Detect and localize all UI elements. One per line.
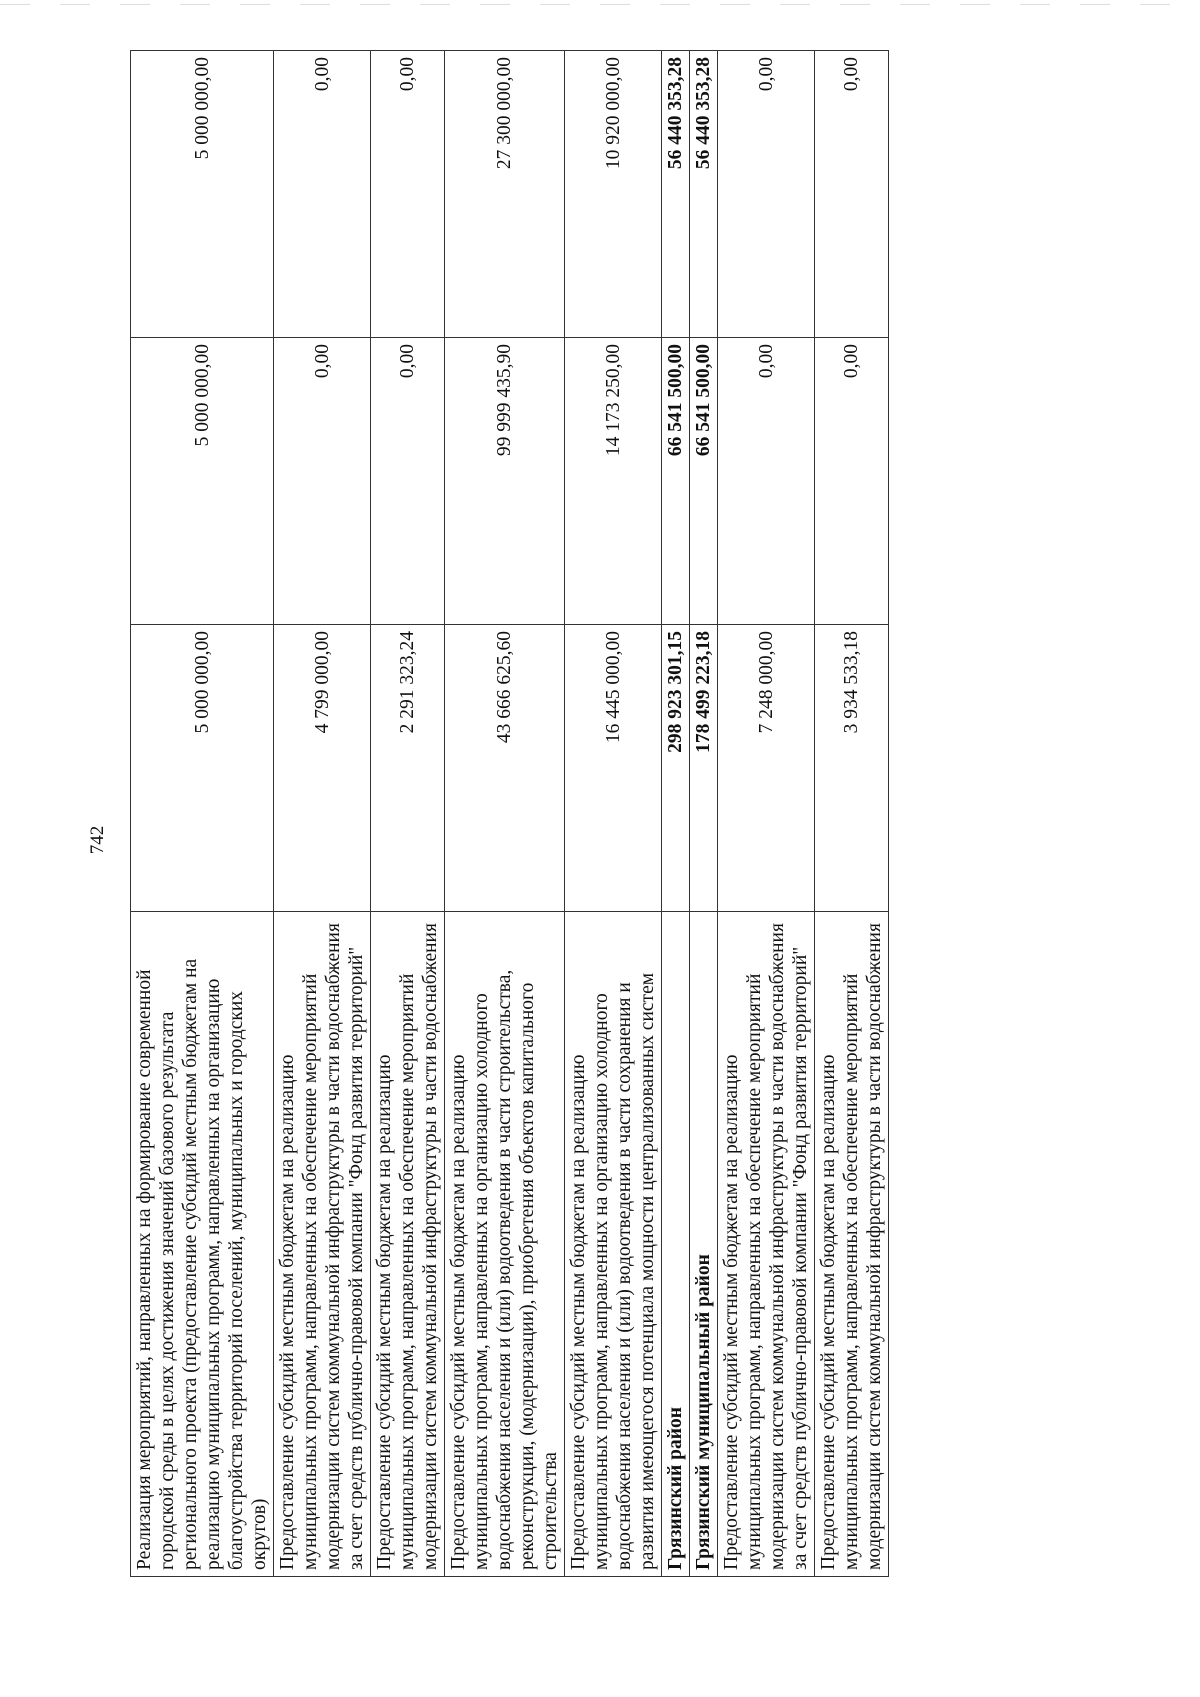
table-row (445, 51, 565, 1577)
row-amount-2: 66 541 500,00 (690, 338, 718, 625)
row-amount-2: 0,00 (371, 338, 445, 625)
row-amount-2: 66 541 500,00 (662, 338, 690, 625)
table-row-subtotal (690, 51, 718, 1577)
row-amount-1: 4 799 000,00 (274, 625, 371, 912)
table-row (815, 51, 889, 1577)
row-amount-1: 178 499 223,18 (690, 625, 718, 912)
table-row (131, 51, 274, 1577)
table-row (274, 51, 371, 1577)
row-description: Реализация мероприятий, направленных на формирование современной городской среды в целях достижения значений базового результата регионального проекта (предоставление субсидий местным бюджетам на реализацию муниципальных программ, направленных на организацию благоустройства территорий поселений, муниципальных и городских округов) (131, 912, 274, 1577)
row-amount-3: 56 440 353,28 (662, 51, 690, 338)
row-amount-3: 5 000 000,00 (131, 51, 274, 338)
row-amount-2: 0,00 (815, 338, 889, 625)
row-amount-3: 56 440 353,28 (690, 51, 718, 338)
row-description: Грязинский муниципальный район (690, 912, 718, 1577)
row-amount-2: 5 000 000,00 (131, 338, 274, 625)
budget-table (130, 50, 889, 1577)
row-description: Предоставление субсидий местным бюджетам на реализацию муниципальных программ, направленных на обеспечение мероприятий модернизации систем коммунальной инфраструктуры в части водоснабжения за счет средств публично-правовой компании "Фонд развития территорий" (274, 912, 371, 1577)
budget-table-body (131, 51, 889, 1577)
row-amount-2: 0,00 (274, 338, 371, 625)
row-description: Предоставление субсидий местным бюджетам на реализацию муниципальных программ, направленных на обеспечение мероприятий модернизации систем коммунальной инфраструктуры в части водоснабжения (815, 912, 889, 1577)
row-amount-3: 10 920 000,00 (565, 51, 662, 338)
row-description: Грязинский район (662, 912, 690, 1577)
scan-artifact-line (0, 4, 1200, 5)
row-description: Предоставление субсидий местным бюджетам на реализацию муниципальных программ, направленных на обеспечение мероприятий модернизации систем коммунальной инфраструктуры в части водоснабжения за счет средств публично-правовой компании "Фонд развития территорий" (718, 912, 815, 1577)
row-amount-2: 14 173 250,00 (565, 338, 662, 625)
row-description: Предоставление субсидий местным бюджетам на реализацию муниципальных программ, направленных на обеспечение мероприятий модернизации систем коммунальной инфраструктуры в части водоснабжения (371, 912, 445, 1577)
row-amount-3: 0,00 (371, 51, 445, 338)
row-amount-1: 16 445 000,00 (565, 625, 662, 912)
row-amount-3: 0,00 (718, 51, 815, 338)
row-amount-1: 5 000 000,00 (131, 625, 274, 912)
row-amount-1: 2 291 323,24 (371, 625, 445, 912)
row-amount-2: 0,00 (718, 338, 815, 625)
row-amount-3: 0,00 (274, 51, 371, 338)
page-number: 742 (87, 825, 108, 855)
table-row (718, 51, 815, 1577)
table-row-subtotal (662, 51, 690, 1577)
table-row (565, 51, 662, 1577)
row-amount-1: 3 934 533,18 (815, 625, 889, 912)
row-amount-1: 7 248 000,00 (718, 625, 815, 912)
row-amount-3: 27 300 000,00 (445, 51, 565, 338)
row-description: Предоставление субсидий местным бюджетам на реализацию муниципальных программ, направленных на организацию холодного водоснабжения населения и (или) водоотведения в части строительства, реконструкции, (модернизации), приобретения объектов капитального строительства (445, 912, 565, 1577)
row-amount-1: 298 923 301,15 (662, 625, 690, 912)
row-amount-1: 43 666 625,60 (445, 625, 565, 912)
table-rotated-wrapper (130, 57, 1036, 1577)
row-amount-3: 0,00 (815, 51, 889, 338)
row-amount-2: 99 999 435,90 (445, 338, 565, 625)
table-row (371, 51, 445, 1577)
table-landscape-holder (130, 57, 1036, 1577)
row-description: Предоставление субсидий местным бюджетам на реализацию муниципальных программ, направленных на организацию холодного водоснабжения населения и (или) водоотведения в части сохранения и развития имеющегося потенциала мощности централизованных систем (565, 912, 662, 1577)
